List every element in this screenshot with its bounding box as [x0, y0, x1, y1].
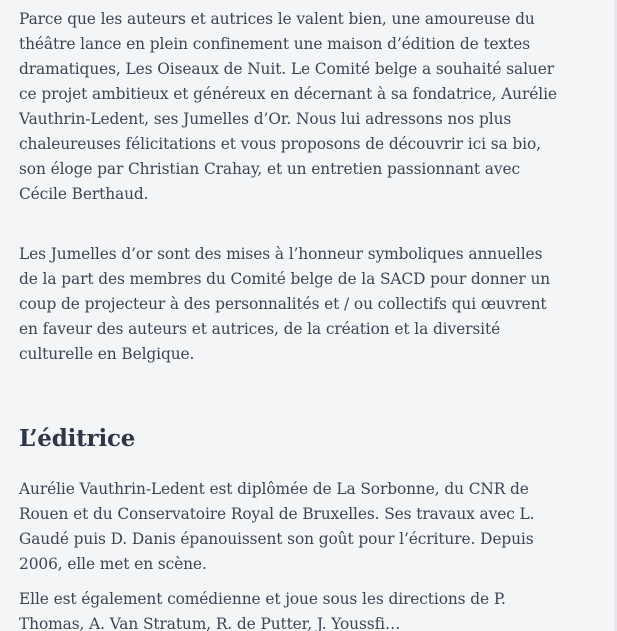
career-paragraph: Elle est également comédienne et joue sous les directions de P. Thomas, A. Van Stratum, R. de Putter, J. Youssfi… — [19, 590, 506, 631]
section-heading: L’éditrice — [19, 425, 136, 452]
jumelles-info-paragraph: Les Jumelles d’or sont des mises à l’honneur symboliques annuelles de la part des membres du Comité belge de la SACD pour donner un coup de projecteur à des personnalités et / ou collectifs qui œuvrent en faveur des auteurs et autrices, de la création et la diversité culturelle en Belgique. — [19, 245, 551, 363]
bio-paragraph: Aurélie Vauthrin-Ledent est diplômée de La Sorbonne, du CNR de Rouen et du Conservatoire Royal de Bruxelles. Ses travaux avec L. Gaudé puis D. Danis épanouissent son goût pour l’écriture. Depuis 2006, elle met en scène. — [19, 480, 535, 573]
article-content — [19, 7, 564, 631]
intro-paragraph: Parce que les auteurs et autrices le valent bien, une amoureuse du théâtre lance en plein confinement une maison d’édition de textes dramatiques, Les Oiseaux de Nuit. Le Comité belge a souhaité saluer ce projet ambitieux et généreux en décernant à sa fondatrice, Aurélie Vauthrin-Ledent, ses Jumelles d’Or. Nous lui adressons nos plus chaleureuses félicitations et vous proposons de découvrir ici sa bio, son éloge par Christian Crahay, et un entretien passionnant avec Cécile Berthaud. — [19, 10, 557, 203]
